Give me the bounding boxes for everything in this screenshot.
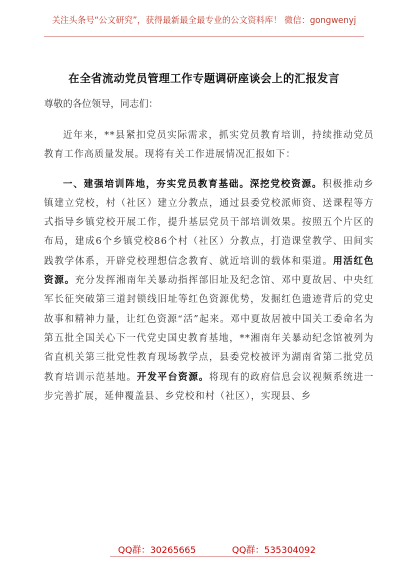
subsection-text-platform: 将现有的政府信息会议视频系统进一步完善扩展，延伸覆盖县、乡党校和村（社区），实现县、乡 (44, 371, 375, 402)
footer-qq-group-1: QQ群：30265665 (118, 546, 196, 556)
page-footer (0, 543, 408, 557)
footer-divider (110, 556, 310, 557)
subsection-text-party-school: 积极推动乡镇建立党校，村（社区）建立分教点，通过县委党校派师资、送课程等方式指导乡镇党校开展工作，提升基层党员干部培训效果。按照五个片区的布局，建成6个乡镇党校86个村（社区）分教点，打造课堂教学、田间实践教学体系，开辟党校理想信念教育、就近培训的载体和渠道。 (44, 178, 374, 267)
subsection-label-platform: 开发平台资源。 (136, 371, 210, 383)
footer-qq-group-2: QQ群：535304092 (232, 546, 316, 556)
section-1-paragraph (44, 175, 374, 407)
subsection-text-red-resources: 充分发挥湘南年关暴动指挥部旧址及纪念馆、邓中夏故居、中央红军长征突破第三道封锁线旧址等红色资源优势，发掘红色遗迹背后的党史故事和精神力量，让红色资源“活”起来。邓中夏故居被中国关工委命名为第五批全国关心下一代党史国史教育基地，**湘南年关暴动纪念馆被列为省直机关第三批党性教育现场教学点，县委党校被评为湖南省第二批党员教育培训示范基地。 (44, 275, 374, 383)
intro-paragraph: 近年来，**县紧扣党员实际需求，抓实党员教育培训，持续推动党员教育工作高质量发展。现将有关工作进展情况汇报如下： (44, 130, 374, 161)
subsection-label-red-resources: 用活红色资源。 (44, 255, 374, 287)
document-title: 在全省流动党员管理工作专题调研座谈会上的汇报发言 (68, 72, 340, 85)
header-promo-text: 关注头条号“公文研究”，获得最新最全最专业的公文资料库！ 微信：gongwenyj (51, 16, 357, 26)
section-1-heading: 一、建强培训阵地，夯实党员教育基础。 (63, 178, 250, 190)
page-header (0, 14, 408, 36)
header-divider (44, 36, 364, 37)
document-body (44, 126, 374, 416)
subsection-label-party-school: 深挖党校资源。 (249, 178, 323, 190)
greeting: 尊敬的各位领导，同志们： (44, 99, 159, 110)
